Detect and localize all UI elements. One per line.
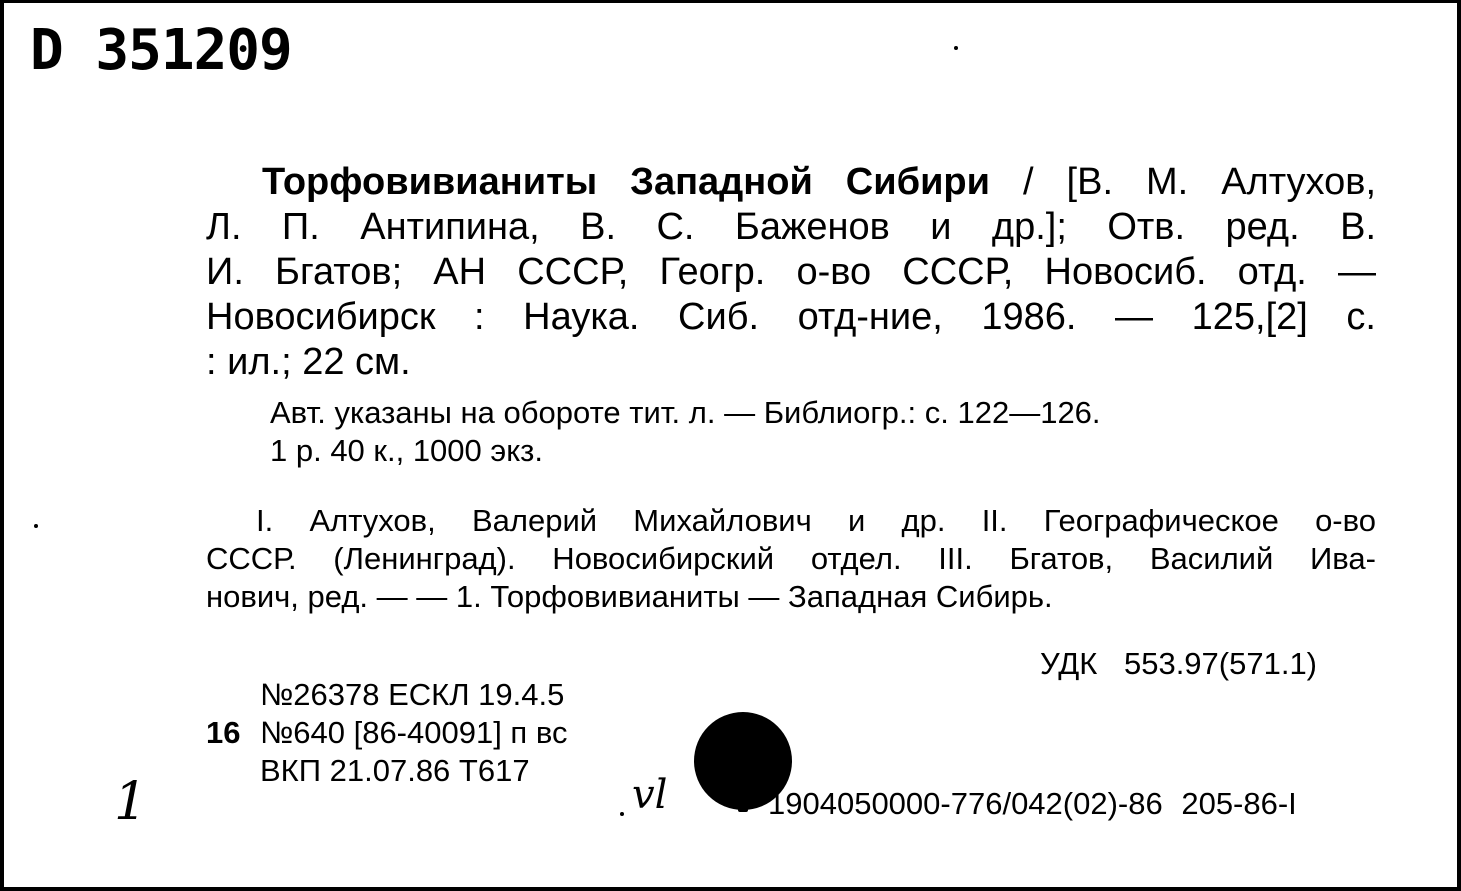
- main-entry: [206, 160, 1376, 385]
- notes: [270, 394, 1101, 470]
- stamp-line-2-text: №640 [86-40091] п вс: [260, 715, 568, 750]
- ink-speck: [34, 524, 38, 528]
- stamp-line-3: ВКП 21.07.86 Т617: [260, 753, 530, 788]
- added-entry-line-2: СССР. (Ленинград). Новосибирский отдел. III. Бгатов, Василий Ива-: [206, 541, 1376, 576]
- book-title: Торфовивианиты Западной Сибири: [262, 161, 991, 203]
- note-price: 1 р. 40 к., 1000 экз.: [270, 433, 543, 468]
- main-entry-line-5: : ил.; 22 см.: [206, 341, 411, 383]
- accession-stamp: [206, 676, 567, 790]
- note-bibliography: Авт. указаны на обороте тит. л. — Библиогр.: с. 122—126.: [270, 395, 1101, 430]
- main-entry-line-3: И. Бгатов; АН СССР, Геогр. о-во СССР, Новосиб. отд. —: [206, 251, 1376, 293]
- ink-speck: [620, 812, 624, 816]
- added-entry-line-3: нович, ред. — — 1. Торфовивианиты — Западная Сибирь.: [206, 579, 1053, 614]
- ink-speck: [954, 46, 958, 50]
- handwritten-mark-left: 1: [114, 772, 148, 832]
- ink-speck: [738, 808, 748, 812]
- handwritten-mark-center: vl: [632, 772, 668, 818]
- added-entry-line-1: I. Алтухов, Валерий Михайлович и др. II. Географическое о-во: [256, 503, 1376, 538]
- stamp-line-1: №26378 ЕСКЛ 19.4.5: [260, 677, 565, 712]
- main-entry-line-1: [206, 160, 1376, 205]
- added-entries: [206, 502, 1376, 616]
- stamp-number: 16: [206, 715, 241, 750]
- authors-start: / [В. М. Алтухов,: [990, 161, 1376, 203]
- main-entry-line-2: Л. П. Антипина, В. С. Баженов и др.]; Отв. ред. В.: [206, 206, 1376, 248]
- call-number: D 351209: [30, 18, 292, 83]
- publisher-code: 1904050000-776/042(02)-86 205-86-I: [768, 786, 1297, 821]
- udk-code: УДК 553.97(571.1): [1040, 646, 1318, 681]
- main-entry-line-4: Новосибирск : Наука. Сиб. отд-ние, 1986. — 125,[2] с.: [206, 296, 1376, 338]
- stamp-line-2: [206, 714, 567, 752]
